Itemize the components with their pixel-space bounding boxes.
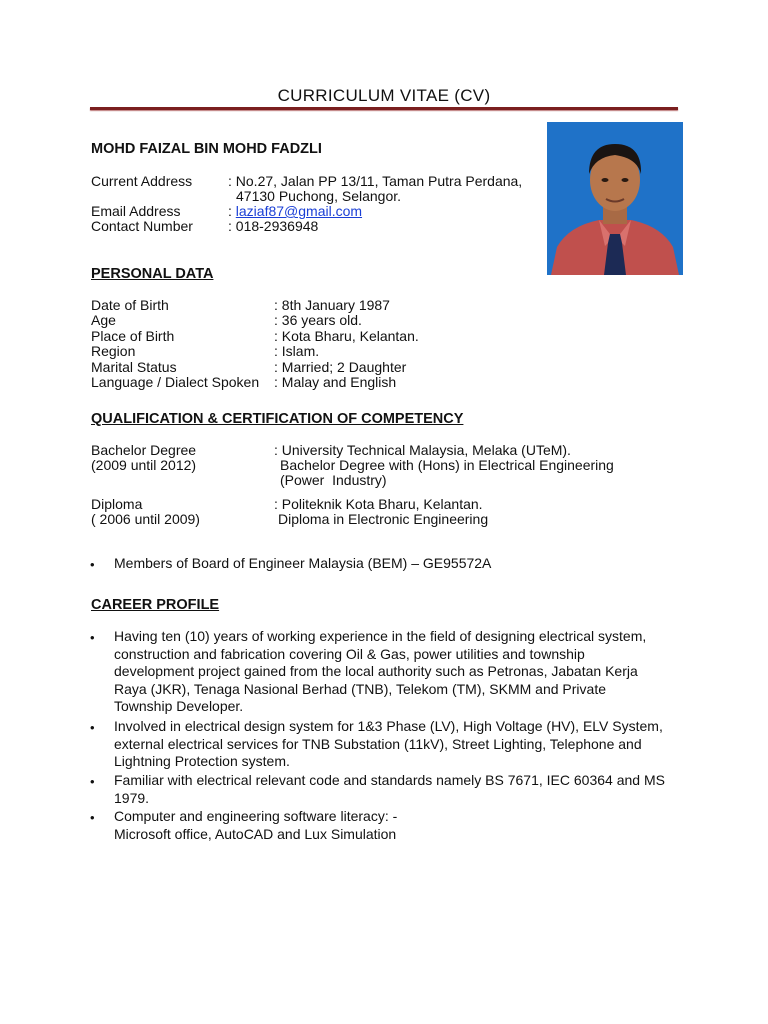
degree-title: Bachelor Degree with (Hons) in Electrical Engineering xyxy=(280,457,614,473)
career-line: Having ten (10) years of working experience in the field of designing electrical system, xyxy=(114,628,647,644)
email-link[interactable]: laziaf87@gmail.com xyxy=(235,203,363,219)
career-item-experience xyxy=(114,628,646,716)
candidate-name: MOHD FAIZAL BIN MOHD FADZLI xyxy=(91,141,322,157)
bullet-icon: • xyxy=(90,810,95,825)
diploma-institution: : Politeknik Kota Bharu, Kelantan. xyxy=(274,496,483,512)
region-value: : Islam. xyxy=(274,343,320,359)
dob-value: : 8th January 1987 xyxy=(274,297,390,313)
document-title: CURRICULUM VITAE (CV) xyxy=(277,86,491,105)
marital-label: Marital Status xyxy=(91,359,177,375)
career-heading: CAREER PROFILE xyxy=(91,597,220,613)
qualification-heading: QUALIFICATION & CERTIFICATION OF COMPETENCY xyxy=(91,411,464,427)
age-value: : 36 years old. xyxy=(274,312,362,328)
career-line: Involved in electrical design system for 1&3 Phase (LV), High Voltage (HV), ELV System, xyxy=(114,718,663,734)
dob-label: Date of Birth xyxy=(91,297,169,313)
bullet-icon: • xyxy=(90,630,95,645)
career-line: Familiar with electrical relevant code and standards namely BS 7671, IEC 60364 and MS xyxy=(114,772,665,788)
career-line: Microsoft office, AutoCAD and Lux Simulation xyxy=(114,825,397,842)
age-label: Age xyxy=(91,312,116,328)
marital-value: : Married; 2 Daughter xyxy=(274,359,407,375)
phone-label: Contact Number xyxy=(91,218,193,234)
pob-value: : Kota Bharu, Kelantan. xyxy=(274,328,419,344)
bullet-icon: • xyxy=(90,720,95,735)
career-item-standards xyxy=(114,772,665,807)
degree-period: (2009 until 2012) xyxy=(91,457,197,473)
address-label: Current Address xyxy=(91,173,193,189)
title-divider xyxy=(90,107,678,110)
career-line: Lightning Protection system. xyxy=(114,753,290,769)
degree-label: Bachelor Degree xyxy=(91,442,197,458)
region-label: Region xyxy=(91,343,136,359)
membership-item: Members of Board of Engineer Malaysia (BEM) – GE95572A xyxy=(114,555,492,571)
bullet-icon: • xyxy=(90,774,95,789)
career-line: Raya (JKR), Tenaga Nasional Berhad (TNB), Telekom (TM), SKMM and Private xyxy=(114,680,606,697)
diploma-title: Diploma in Electronic Engineering xyxy=(278,511,489,527)
degree-institution: : University Technical Malaysia, Melaka (UTeM). xyxy=(274,442,571,458)
email-label: Email Address xyxy=(91,203,181,219)
career-line: 1979. xyxy=(114,789,150,806)
bullet-icon: • xyxy=(90,557,95,572)
portrait-illustration xyxy=(547,122,683,275)
address-line-2: 47130 Puchong, Selangor. xyxy=(236,188,402,204)
career-item-software xyxy=(114,808,397,843)
address-line-1: : No.27, Jalan PP 13/11, Taman Putra Perdana, xyxy=(228,173,523,189)
degree-major: (Power Industry) xyxy=(280,472,387,488)
career-line: external electrical services for TNB Substation (11kV), Street Lighting, Telephone and xyxy=(114,735,642,752)
language-label: Language / Dialect Spoken xyxy=(91,374,260,390)
language-value: : Malay and English xyxy=(274,374,397,390)
diploma-period: ( 2006 until 2009) xyxy=(91,511,200,527)
career-line: construction and fabrication covering Oil & Gas, power utilities and township xyxy=(114,645,585,662)
profile-photo xyxy=(547,122,683,275)
personal-data-heading: PERSONAL DATA xyxy=(91,266,214,282)
career-item-design xyxy=(114,718,663,771)
diploma-label: Diploma xyxy=(91,496,143,512)
career-line: Computer and engineering software literacy: - xyxy=(114,808,398,824)
career-line: Township Developer. xyxy=(114,698,244,714)
email-prefix: : xyxy=(228,203,236,219)
phone-value: : 018-2936948 xyxy=(228,218,319,234)
pob-label: Place of Birth xyxy=(91,328,175,344)
career-line: development project gained from the local authority such as Petronas, Jabatan Kerja xyxy=(114,663,638,679)
